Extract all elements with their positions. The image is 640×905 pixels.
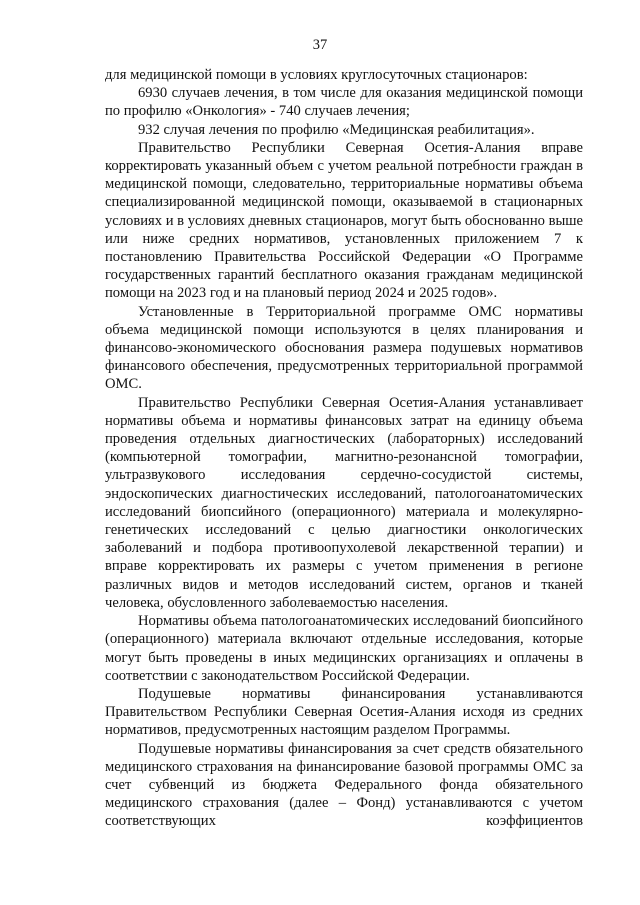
paragraph-round-the-clock-cases: 6930 случаев лечения, в том числе для оказания медицинской помощи по профилю «Онкология» - 740 случаев лечения; <box>105 85 583 120</box>
paragraph-diagnostic-norms: Правительство Республики Северная Осетия-Алания устанавливает нормативы объема и нормативы финансовых затрат на единицу объема проведения отдельных диагностических (лабораторных) исследований (компьютерной томографии, магнитно-резонансной томографии, ультразвукового исследования сердечно-сосудистой системы, эндоскопических диагностических исследований, патологоанатомических исследований биопсийного (операционного) материала и молекулярно-генетических исследований с целью диагностики онкологических заболеваний и подбора противоопухолевой лекарственной терапии) и вправе корректировать их размеры с учетом применения в регионе различных видов и методов исследований систем, органов и тканей человека, обусловленного заболеваемостью населения. <box>105 394 583 611</box>
page-number: 37 <box>312 37 328 53</box>
paragraph-continuation: для медицинской помощи в условиях круглосуточных стационаров: <box>105 67 528 83</box>
paragraph-oms-volume-norms: Установленные в Территориальной программе ОМС нормативы объема медицинской помощи используются в целях планирования и финансово-экономического обоснования размера подушевых нормативов финансового обеспечения, предусмотренных территориальной программой ОМС. <box>105 303 583 393</box>
paragraph-rehabilitation-cases: 932 случая лечения по профилю «Медицинская реабилитация». <box>138 121 535 138</box>
paragraph-per-capita-oms: Подушевые нормативы финансирования за счет средств обязательного медицинского страхования на финансирование базовой программы ОМС за счет субвенций из бюджета Федерального фонда обязательного медицинского страхования (далее – Фонд) устанавливаются с учетом соответствующих коэффициентов <box>105 740 583 830</box>
document-body <box>105 66 583 831</box>
paragraph-pathology-norms: Нормативы объема патологоанатомических исследований биопсийного (операционного) материала включают отдельные исследования, которые могут быть проведены в иных медицинских организациях и оплачены в соответствии с законодательством Российской Федерации. <box>105 613 583 684</box>
paragraph-per-capita-norms: Подушевые нормативы финансирования устанавливаются Правительством Республики Северная Осетия-Алания исходя из средних нормативов, предусмотренных настоящим разделом Программы. <box>105 685 583 739</box>
paragraph-government-right: Правительство Республики Северная Осетия-Алания вправе корректировать указанный объем с учетом реальной потребности граждан в медицинской помощи, следовательно, территориальные нормативы объема специализированной медицинской помощи, оказываемой в стационарных условиях и в условиях дневных стационаров, могут быть обоснованно выше или ниже средних нормативов, установленных приложением 7 к постановлению Правительства Российской Федерации «О Программе государственных гарантий бесплатного оказания гражданам медицинской помощи на 2023 год и на плановый период 2024 и 2025 годов». <box>105 139 583 302</box>
